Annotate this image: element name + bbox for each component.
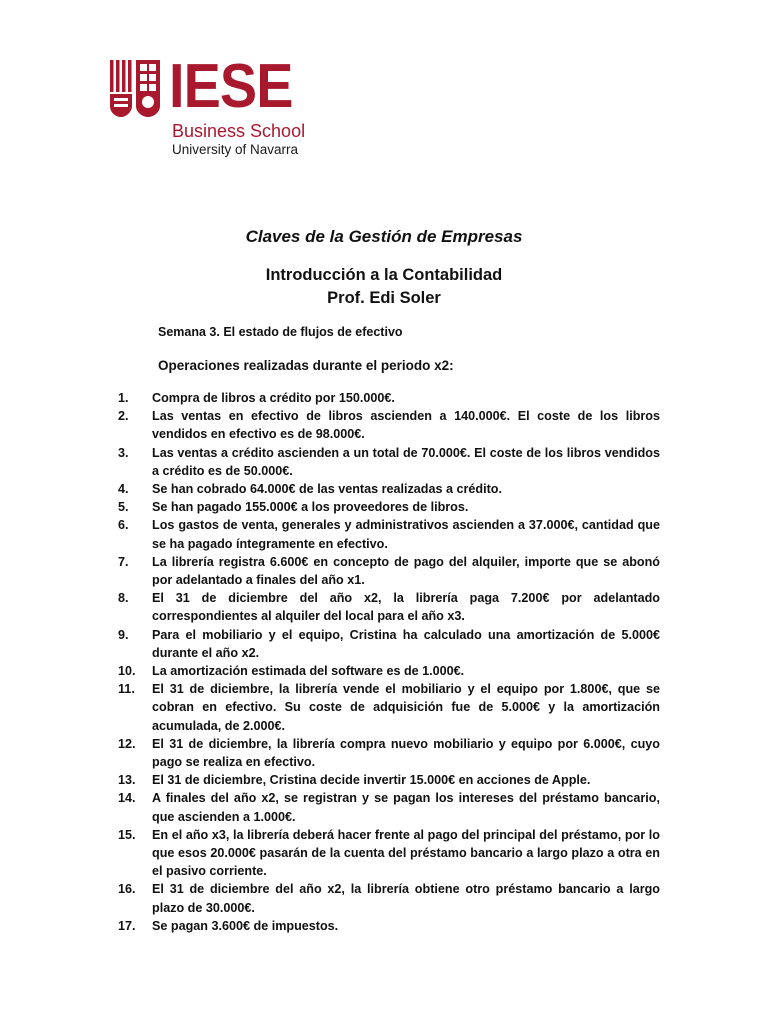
operation-item <box>118 553 660 589</box>
operation-text: Se han cobrado 64.000€ de las ventas realizadas a crédito. <box>152 482 502 497</box>
logo-university-name: University of Navarra <box>172 142 299 157</box>
operation-number: 6. <box>118 518 129 533</box>
operation-number: 14. <box>118 791 136 806</box>
operation-text: Se han pagado 155.000€ a los proveedores de libros. <box>152 500 469 515</box>
operation-number: 10. <box>118 664 136 679</box>
course-title: Claves de la Gestión de Empresas <box>245 227 523 246</box>
operation-item <box>118 589 660 625</box>
operation-text: Compra de libros a crédito por 150.000€. <box>152 391 395 405</box>
operation-number: 2. <box>118 409 129 424</box>
operation-number: 3. <box>118 445 129 460</box>
operation-item <box>118 680 660 735</box>
operation-item <box>118 826 660 881</box>
operation-number: 9. <box>118 627 129 642</box>
operation-text: Los gastos de venta, generales y administrativos ascienden a 37.000€, cantidad que se ha pagado íntegramente en efectivo. <box>152 518 660 551</box>
professor-name: Prof. Edi Soler <box>327 289 441 307</box>
operation-item <box>118 516 660 552</box>
operation-text: El 31 de diciembre, la librería compra nuevo mobiliario y equipo por 6.000€, cuyo pago se realiza en efectivo. <box>152 736 660 770</box>
operation-text: La librería registra 6.600€ en concepto de pago del alquiler, importe que se abonó por adelantado a finales del año x1. <box>152 554 660 588</box>
operation-text: A finales del año x2, se registran y se pagan los intereses del préstamo bancario, que ascienden a 1.000€. <box>152 791 660 824</box>
operation-item <box>118 735 660 771</box>
operation-number: 7. <box>118 554 129 569</box>
operation-text: Se pagan 3.600€ de impuestos. <box>152 918 339 933</box>
operation-number: 12. <box>118 736 136 751</box>
operation-text: El 31 de diciembre, Cristina decide invertir 15.000€ en acciones de Apple. <box>152 773 591 788</box>
operations-list <box>118 389 660 935</box>
operation-number: 4. <box>118 482 129 497</box>
operation-number: 15. <box>118 827 136 842</box>
operation-item <box>118 480 660 498</box>
operation-text: Para el mobiliario y el equipo, Cristina ha calculado una amortización de 5.000€ durante el año x2. <box>152 627 660 660</box>
iese-shield-icon <box>110 60 162 118</box>
operation-item <box>118 771 660 789</box>
operation-number: 17. <box>118 918 136 933</box>
operations-heading: Operaciones realizadas durante el periodo x2: <box>158 358 454 373</box>
course-subtitle: Introducción a la Contabilidad <box>265 266 503 284</box>
operation-text: Las ventas en efectivo de libros ascienden a 140.000€. El coste de los libros vendidos en efectivo es de 98.000€. <box>152 409 660 442</box>
operation-number: 16. <box>118 882 136 897</box>
operation-text: El 31 de diciembre, la librería vende el mobiliario y el equipo por 1.800€, que se cobran en efectivo. Su coste de adquisición fue de 5.000€ y la amortización acumulada, de 2.000€. <box>152 682 660 733</box>
logo-wordmark: IESE <box>169 52 293 121</box>
logo-school-name: Business School <box>172 121 306 141</box>
operation-text: La amortización estimada del software es de 1.000€. <box>152 664 465 679</box>
operation-item <box>118 407 660 443</box>
operation-number: 8. <box>118 591 129 606</box>
operation-text: Las ventas a crédito ascienden a un total de 70.000€. El coste de los libros vendidos a crédito es de 50.000€. <box>152 445 660 478</box>
operation-item <box>118 662 660 680</box>
operation-text: El 31 de diciembre del año x2, la librería obtiene otro préstamo bancario a largo plazo de 30.000€. <box>152 882 660 915</box>
operation-number: 13. <box>118 773 136 788</box>
operation-number: 11. <box>118 682 135 697</box>
operation-item <box>118 917 660 935</box>
operation-item <box>118 880 660 916</box>
operation-number: 5. <box>118 500 129 515</box>
operation-item <box>118 444 660 480</box>
operation-item <box>118 789 660 825</box>
operation-item <box>118 389 660 407</box>
operation-text: En el año x3, la librería deberá hacer frente al pago del principal del préstamo, por lo que esos 20.000€ pasarán de la cuenta del préstamo bancario a largo plazo a otra en el pasivo corriente. <box>152 827 660 879</box>
operation-item <box>118 498 660 516</box>
operation-item <box>118 626 660 662</box>
operation-text: El 31 de diciembre del año x2, la librería paga 7.200€ por adelantado correspondientes al alquiler del local para el año x3. <box>152 591 660 624</box>
iese-logo <box>110 52 310 160</box>
week-heading: Semana 3. El estado de flujos de efectivo <box>158 325 403 339</box>
operation-number: 1. <box>118 391 129 405</box>
